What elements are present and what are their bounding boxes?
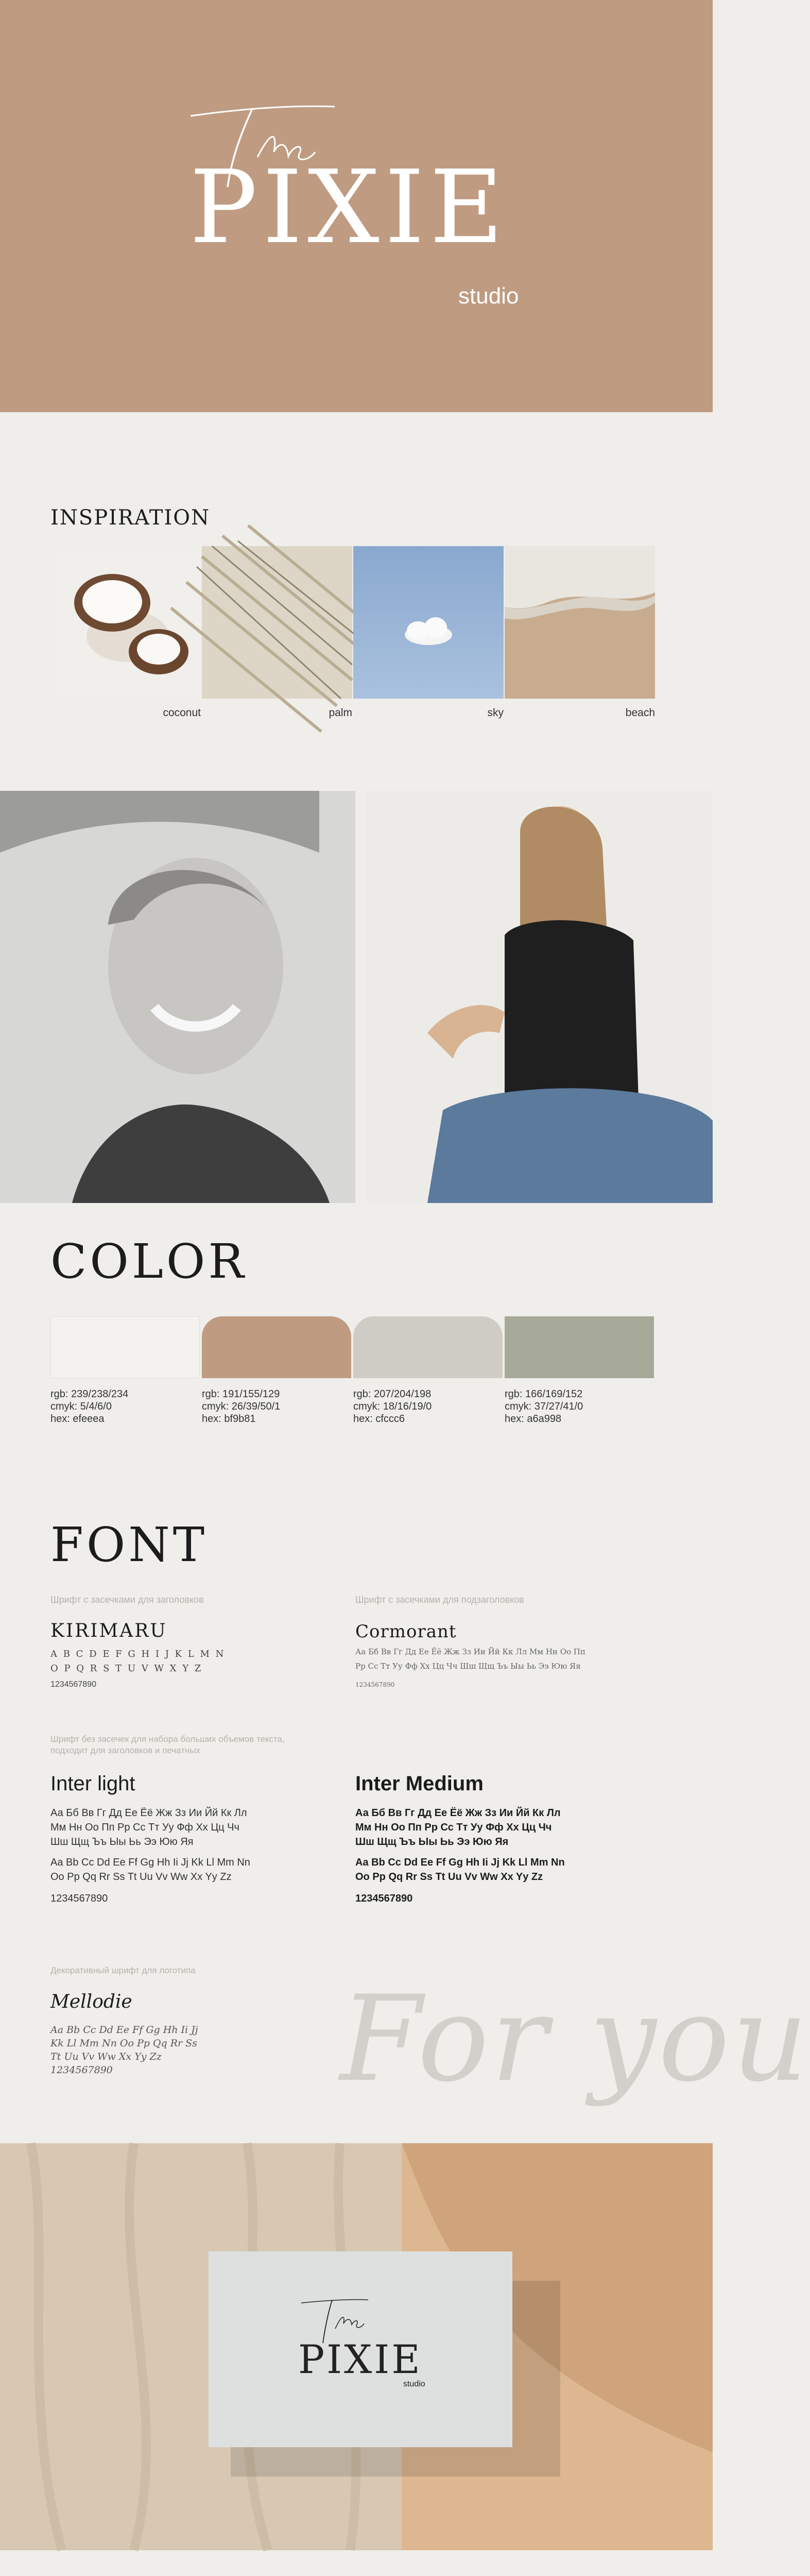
inspiration-sky-image xyxy=(353,546,504,699)
caption-coconut: coconut xyxy=(163,707,201,719)
inter-light-sample: Аа Бб Вв Гг Дд Ее Ёё Жж Зз Ии Йй Кк Лл Мм Нн Оо Пп Рр Сс Тт Уу Фф Хх Цц Чч Шш Щщ Ъъ Ыы Ьь Ээ Юю Яя Aa Bb Cc Dd Ee Ff Gg Hh Ii Jj Kk Ll Mm Nn Oo Pp Qq Rr Ss Tt Uu Vv Ww Xx Yy Zz 1234567890 xyxy=(50,1807,250,1904)
hero-section xyxy=(0,0,713,412)
inspiration-heading: INSPIRATION xyxy=(50,506,211,530)
swatch-grey xyxy=(353,1316,503,1378)
photos-section xyxy=(0,791,713,1213)
inspiration-palm-image xyxy=(202,546,352,699)
logo-section xyxy=(0,2550,713,2576)
logo-wordmark: PIXIE xyxy=(189,149,509,266)
kirimaru-name: KIRIMARU xyxy=(50,1620,167,1641)
logo-studio: studio xyxy=(458,283,519,309)
inspiration-coconut-image xyxy=(50,546,201,699)
business-card-logo xyxy=(209,2251,512,2447)
color-heading: COLOR xyxy=(50,1234,247,1289)
color-section xyxy=(0,1213,713,1517)
svg-text:PIXIE: PIXIE xyxy=(298,2336,422,2382)
caption-palm: palm xyxy=(329,707,352,719)
inter-light-name: Inter light xyxy=(50,1772,135,1795)
serif-heading-note: Шрифт с засечками для заголовков xyxy=(50,1595,204,1605)
kirimaru-row2: O P Q R S T U V W X Y Z xyxy=(50,1663,203,1674)
deco-note: Декоративный шрифт для логотипа xyxy=(50,1965,196,1975)
business-card xyxy=(209,2251,512,2447)
cormorant-row1: Аа Бб Вв Гг Дд Ее Ёё Жж Зз Ии Йй Кк Лл Мм Нн Оо Пп xyxy=(355,1647,585,1656)
cormorant-name: Cormorant xyxy=(355,1621,457,1642)
inter-medium-sample: Аа Бб Вв Гг Дд Ее Ёё Жж Зз Ии Йй Кк Лл Мм Нн Оо Пп Рр Сс Тт Уу Фф Хх Цц Чч Шш Щщ Ъъ Ыы Ьь Ээ Юю Яя Aa Bb Cc Dd Ee Ff Gg Hh Ii Jj Kk Ll Mm Nn Oo Pp Qq Rr Ss Tt Uu Vv Ww Xx Yy Zz 1234567890 xyxy=(355,1807,565,1904)
swatch-info-sage: rgb: 166/169/152 cmyk: 37/27/41/0 hex: a6a998 xyxy=(505,1388,583,1425)
swatch-info-tan: rgb: 191/155/129 cmyk: 26/39/50/1 hex: bf9b81 xyxy=(202,1388,281,1425)
for-you-script-sample: For you xyxy=(340,1971,810,2108)
script-font-name: Mellodie xyxy=(50,1991,132,2012)
swatch-tan xyxy=(202,1316,351,1378)
cormorant-row2: Рр Сс Тт Уу Фф Хх Цц Чч Шш Щщ Ъъ Ыы Ьь Ээ Юю Яя xyxy=(355,1662,581,1671)
font-heading: FONT xyxy=(50,1517,208,1572)
font-section xyxy=(0,1517,810,2143)
script-font-sample: Aa Bb Cc Dd Ee Ff Gg Hh Ii Jj Kk Ll Mm Nn Oo Pp Qq Rr Ss Tt Uu Vv Ww Xx Yy Zz 1234567890 xyxy=(50,2024,198,2076)
portrait-photo-left xyxy=(0,791,355,1203)
inspiration-section xyxy=(0,412,713,791)
swatch-sage xyxy=(505,1316,654,1378)
inspiration-beach-image xyxy=(505,546,655,699)
swatch-info-cream: rgb: 239/238/234 cmyk: 5/4/6/0 hex: efeeea xyxy=(50,1388,129,1425)
sans-note: Шрифт без засечек для набора больших объемов текста, подходит для заголовков и печатных xyxy=(50,1734,285,1755)
svg-text:studio: studio xyxy=(403,2380,425,2388)
hero-logo xyxy=(180,100,541,317)
swatch-cream xyxy=(50,1316,200,1378)
cormorant-digits: 1234567890 xyxy=(355,1681,395,1688)
kirimaru-digits: 1234567890 xyxy=(50,1680,96,1689)
swatch-info-grey: rgb: 207/204/198 cmyk: 18/16/19/0 hex: cfccc6 xyxy=(353,1388,432,1425)
business-card-mockup xyxy=(0,2143,713,2550)
caption-beach: beach xyxy=(625,707,655,719)
kirimaru-row1: A B C D E F G H I J K L M N xyxy=(50,1649,226,1659)
portrait-photo-right xyxy=(366,791,713,1203)
caption-sky: sky xyxy=(487,707,504,719)
inter-medium-name: Inter Medium xyxy=(355,1772,484,1795)
serif-subheading-note: Шрифт с засечками для подзаголовков xyxy=(355,1595,524,1605)
